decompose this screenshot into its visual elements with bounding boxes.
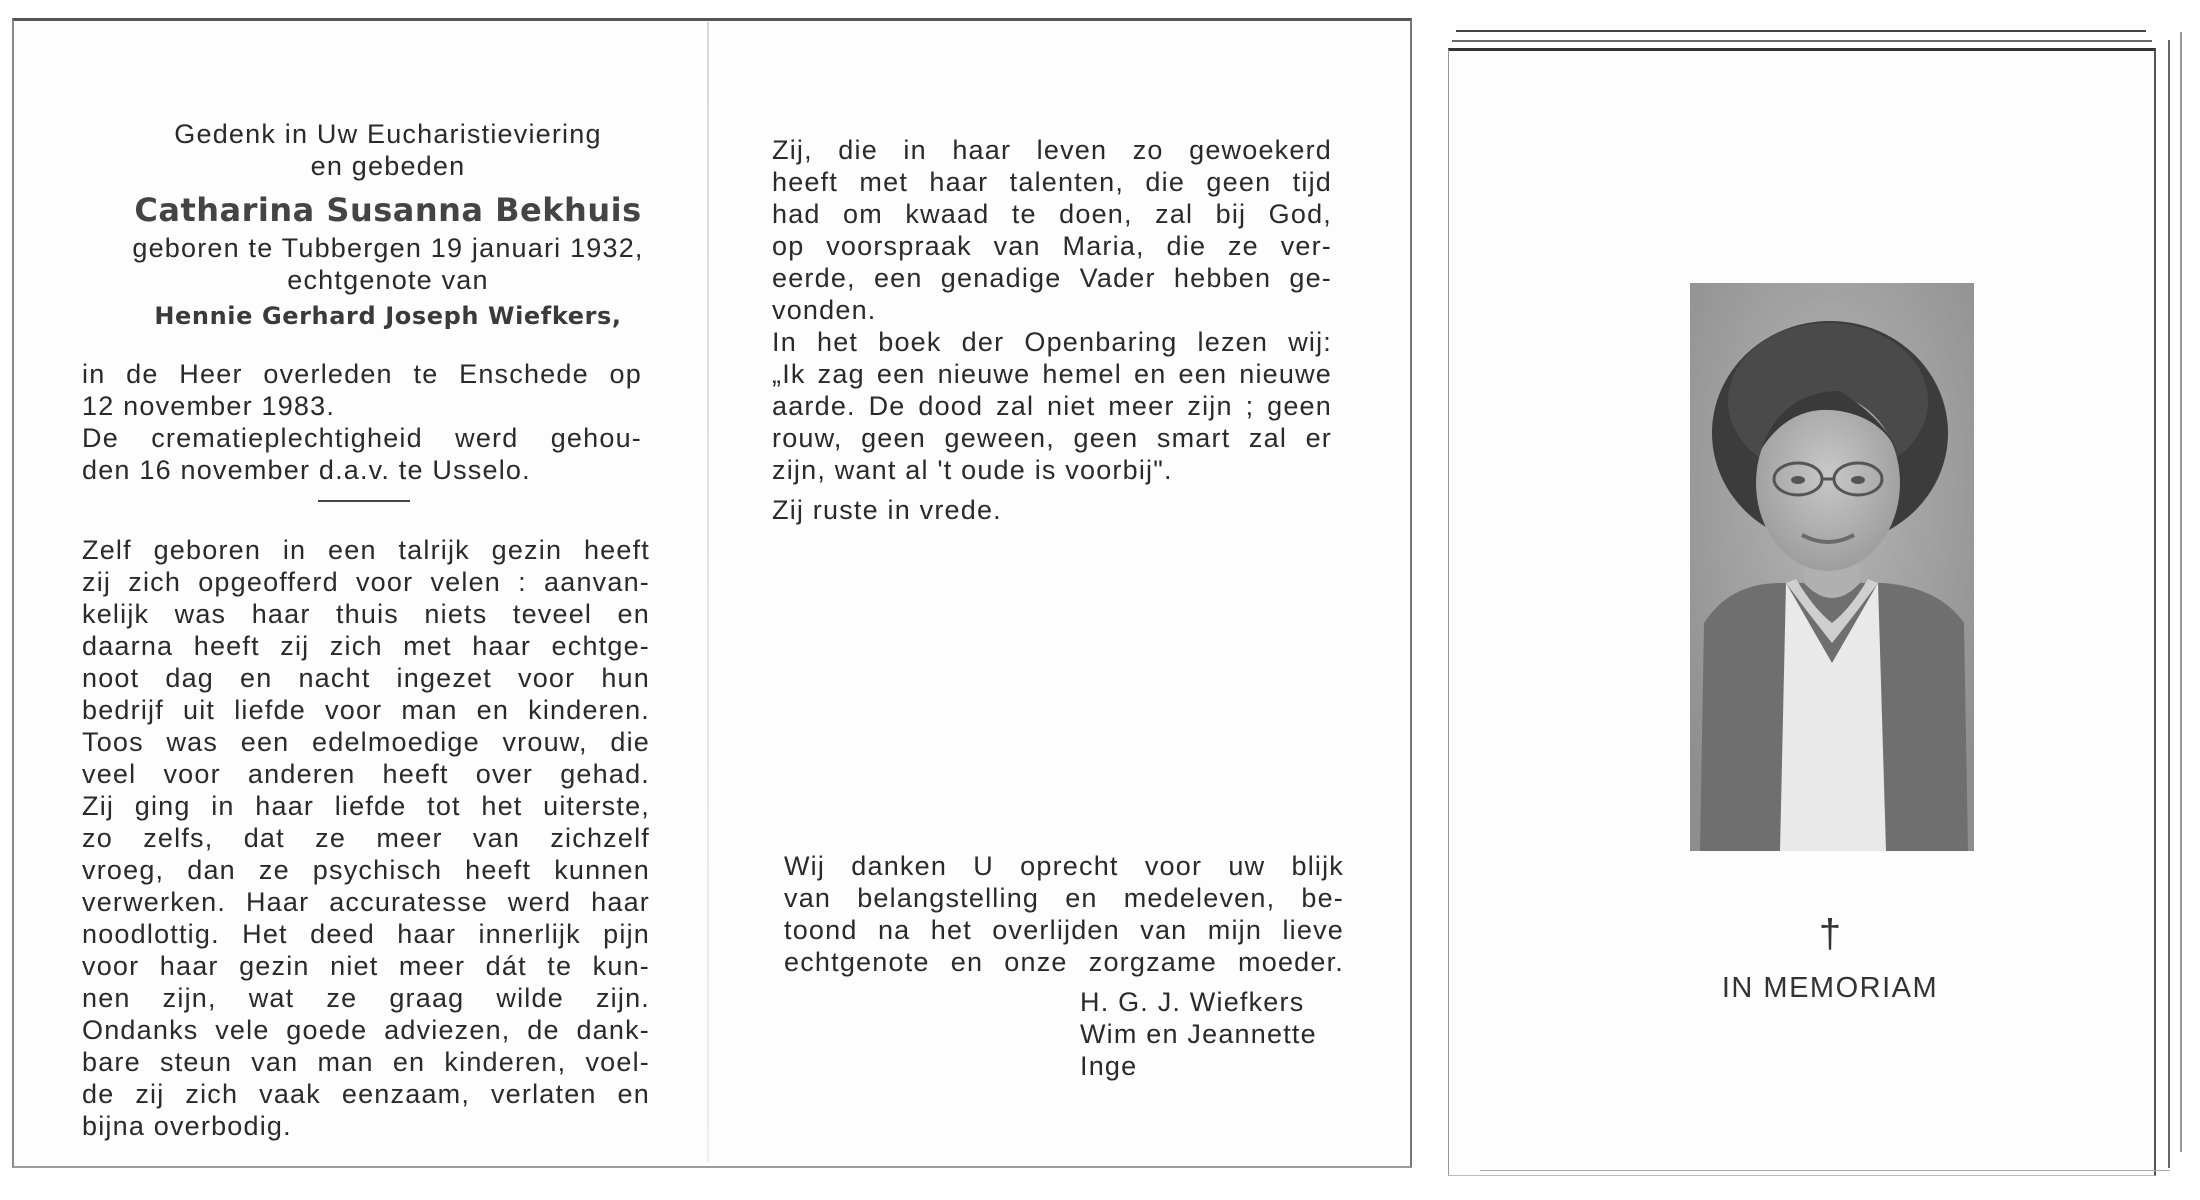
biography-line: Zij ging in haar liefde tot het uiterste, bbox=[82, 791, 650, 821]
signature-line: H. G. J. Wiefkers bbox=[1080, 987, 1305, 1017]
card-stack-edge bbox=[1452, 40, 2152, 42]
birth-line: geboren te Tubbergen 19 januari 1932, bbox=[132, 233, 644, 263]
biography-line: zij zich opgeofferd voor velen : aanvan- bbox=[82, 567, 650, 597]
card-stack-edge bbox=[2180, 32, 2182, 1152]
portrait-illustration bbox=[1690, 283, 1974, 851]
biography-line: veel voor anderen heeft over gehad. bbox=[82, 759, 650, 789]
death-date: 12 november 1983. bbox=[82, 391, 336, 421]
spouse-intro: echtgenote van bbox=[287, 265, 489, 295]
memoriam-title: IN MEMORIAM bbox=[1721, 972, 1939, 1004]
biography-line: kelijk was haar thuis niets teveel en bbox=[82, 599, 650, 629]
card-stack-edge bbox=[1456, 30, 2146, 32]
biography-line: zo zelfs, dat ze meer van zichzelf bbox=[82, 823, 650, 853]
reflection-text bbox=[772, 134, 1332, 526]
reflection-line: „Ik zag een nieuwe hemel en een nieuwe bbox=[772, 359, 1332, 389]
reflection-line: Zij, die in haar leven zo gewoekerd bbox=[772, 135, 1332, 165]
biography-line: Zelf geboren in een talrijk gezin heeft bbox=[82, 535, 650, 565]
biography-line: voor haar gezin niet meer dát te kun- bbox=[82, 951, 650, 981]
thanks-line: toond na het overlijden van mijn lieve bbox=[784, 915, 1344, 945]
signatures bbox=[1080, 986, 1380, 1082]
card-stack-edge bbox=[1480, 1170, 2170, 1171]
biography-line: bare steun van man en kinderen, voel- bbox=[82, 1047, 650, 1077]
biography-text bbox=[82, 534, 650, 1142]
reflection-line: op voorspraak van Maria, die ze ver- bbox=[772, 231, 1332, 261]
heading-block bbox=[55, 118, 721, 336]
biography-line: bedrijf uit liefde voor man en kinderen. bbox=[82, 695, 650, 725]
spouse-name: Hennie Gerhard Joseph Wiefkers, bbox=[154, 302, 622, 330]
biography-line: noot dag en nacht ingezet voor hun bbox=[82, 663, 650, 693]
reflection-line: heeft met haar talenten, die geen tijd bbox=[772, 167, 1332, 197]
cremation-line: De crematieplechtigheid werd gehou- bbox=[82, 423, 642, 453]
closing-prayer: Zij ruste in vrede. bbox=[772, 495, 1002, 525]
biography-line: nen zijn, wat ze graag wilde zijn. bbox=[82, 983, 650, 1013]
biography-line: de zij zich vaak eenzaam, verlaten en bbox=[82, 1079, 650, 1109]
reflection-line: had om kwaad te doen, zal bij God, bbox=[772, 199, 1332, 229]
biography-line: daarna heeft zij zich met haar echtge- bbox=[82, 631, 650, 661]
invocation-line: Gedenk in Uw Eucharistieviering bbox=[174, 119, 602, 149]
divider bbox=[318, 500, 410, 502]
reflection-line: aarde. De dood zal niet meer zijn ; geen bbox=[772, 391, 1332, 421]
cross-icon: † bbox=[1818, 912, 1842, 956]
thanks-line: echtgenote en onze zorgzame moeder. bbox=[784, 947, 1344, 977]
thanks-line: Wij danken U oprecht voor uw blijk bbox=[784, 851, 1344, 881]
biography-line: noodlottig. Het deed haar innerlijk pijn bbox=[82, 919, 650, 949]
biography-line: verwerken. Haar accuratesse werd haar bbox=[82, 887, 650, 917]
death-line: in de Heer overleden te Enschede op bbox=[82, 359, 642, 389]
reflection-line: vonden. bbox=[772, 295, 877, 325]
reflection-line: zijn, want al 't oude is voorbij". bbox=[772, 455, 1173, 485]
biography-line: Ondanks vele goede adviezen, de dank- bbox=[82, 1015, 650, 1045]
thanks-line: van belangstelling en medeleven, be- bbox=[784, 883, 1344, 913]
card-stack-edge bbox=[2168, 40, 2170, 1168]
cremation-line: den 16 november d.a.v. te Usselo. bbox=[82, 455, 531, 485]
deceased-name: Catharina Susanna Bekhuis bbox=[134, 191, 642, 229]
biography-line: bijna overbodig. bbox=[82, 1111, 292, 1141]
thanks-text bbox=[784, 850, 1344, 978]
reflection-line: In het boek der Openbaring lezen wij: bbox=[772, 327, 1332, 357]
reflection-line: rouw, geen geween, geen smart zal er bbox=[772, 423, 1332, 453]
invocation-line: en gebeden bbox=[310, 151, 466, 181]
biography-line: Toos was een edelmoedige vrouw, die bbox=[82, 727, 650, 757]
death-details bbox=[82, 358, 642, 502]
signature-line: Inge bbox=[1080, 1051, 1138, 1081]
portrait-photo bbox=[1690, 283, 1974, 851]
biography-line: vroeg, dan ze psychisch heeft kunnen bbox=[82, 855, 650, 885]
reflection-line: eerde, een genadige Vader hebben ge- bbox=[772, 263, 1332, 293]
signature-line: Wim en Jeannette bbox=[1080, 1019, 1317, 1049]
